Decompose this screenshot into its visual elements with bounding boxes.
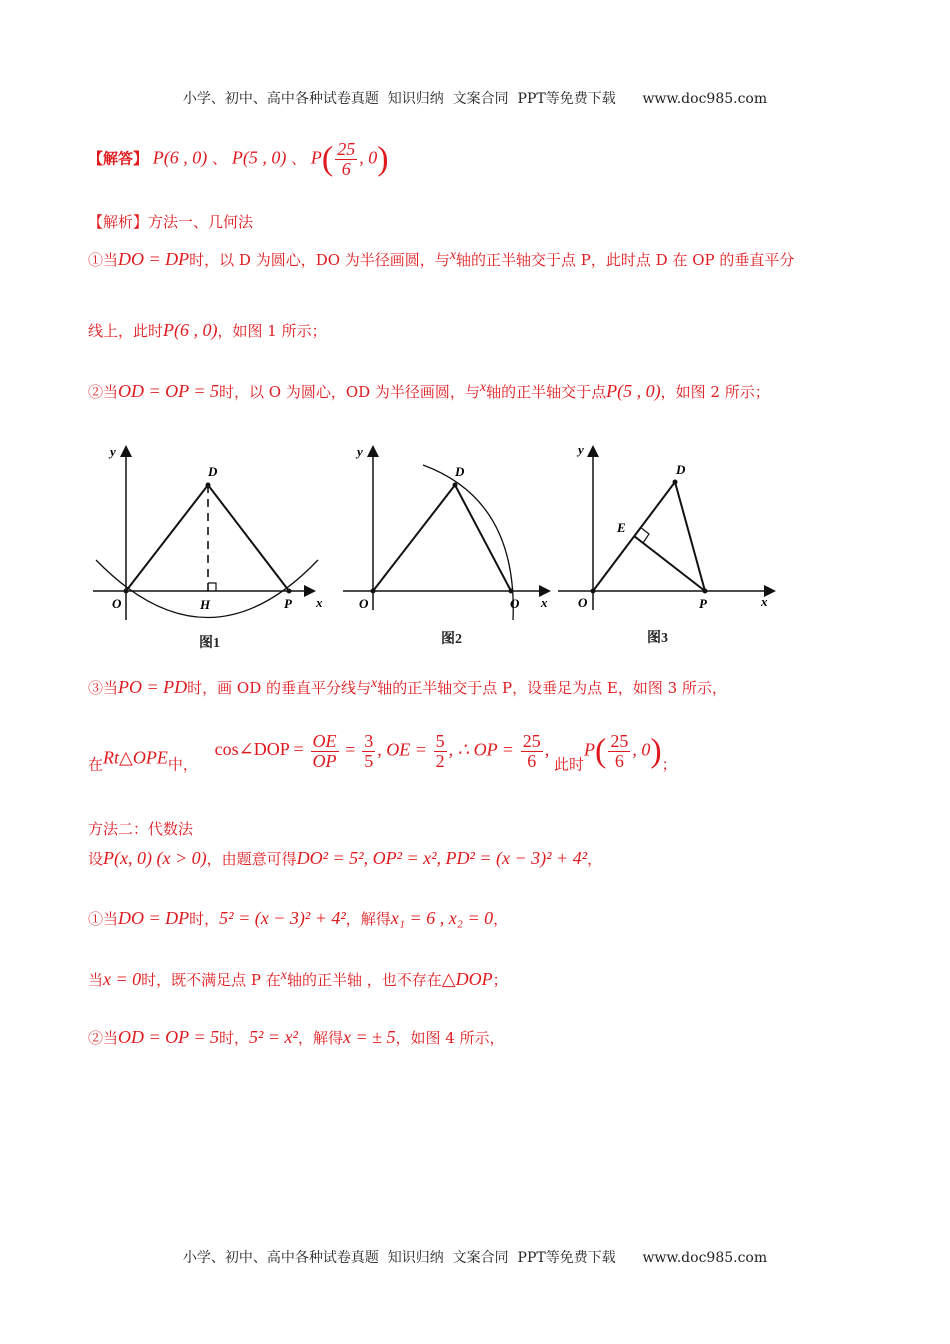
case1-equation: DO = DP — [118, 249, 190, 269]
fig3-caption: 图3 — [647, 631, 668, 646]
page-header: 小学、初中、高中各种试卷真题 知识归纳 文案合同 PPT等免费下载 www.doc985.com — [182, 91, 768, 107]
fig3-P-label: P — [699, 596, 707, 611]
fig2-x-label: x — [541, 595, 548, 610]
fig1-O-label: O — [112, 596, 122, 611]
fig3-x-label: x — [761, 594, 768, 609]
answer-point-3-y: , 0 — [359, 147, 378, 168]
fig3-D-label: D — [676, 462, 686, 477]
figures — [88, 430, 848, 655]
case3-cos: cos∠DOP = — [214, 739, 304, 760]
method1-title: 方法一、几何法 — [148, 213, 254, 231]
method2-case2: ②当OD = OP = 5时，5² = x²，解得x = ± 5，如图 4 所示， — [88, 1027, 505, 1047]
answer-point-1: P(6 , 0) — [152, 147, 208, 168]
answer-sep-1: 、 — [212, 149, 228, 168]
fig1-D-label: D — [208, 464, 218, 479]
fig1-x-label: x — [316, 595, 323, 610]
answer-sep-2: 、 — [291, 149, 307, 168]
fig1-P-label: P — [284, 596, 292, 611]
case2-point: P(5 , 0) — [606, 381, 661, 401]
figure-1 — [93, 444, 323, 620]
analysis-label: 【解析】 — [88, 213, 149, 231]
case3-triangle: Rt△OPE — [103, 747, 168, 768]
method2-case1-note: 当x = 0时，既不满足点 P 在x轴的正半轴 ，也不存在△DOP； — [88, 968, 508, 989]
figure-3 — [558, 442, 773, 611]
case3-line1: ③当PO = PD时，画 OD 的垂直平分线与x轴的正半轴交于点 P，设垂足为点 E，如图 3 所示， — [88, 676, 727, 697]
case3-line2: 在Rt△OPE中， cos∠DOP = $\frac{OE}{OP}$ = $\frac{3}{5}$ , OE = $\frac{5}{2}$ , ∴ OP = $\frac{25}{6}$ , 此时P( $\frac{25}{6}$ , 0)； — [88, 731, 677, 774]
answer-point-3-name: P — [310, 147, 322, 168]
answer-point-2: P(5 , 0) — [231, 147, 287, 168]
fig2-D-label: D — [455, 464, 465, 479]
fig3-E-label: E — [617, 520, 626, 535]
case3-equation: PO = PD — [118, 677, 188, 697]
page-footer: 小学、初中、高中各种试卷真题 知识归纳 文案合同 PPT等免费下载 www.doc985.com — [182, 1250, 768, 1266]
fig1-y-label: y — [110, 444, 116, 459]
case2-equation: OD = OP = 5 — [118, 381, 219, 401]
answer-label: 【解答】 — [88, 149, 149, 168]
fig3-y-label: y — [578, 442, 584, 457]
fig1-H-label: H — [200, 597, 211, 612]
figure-2 — [343, 444, 548, 620]
fig1-caption: 图1 — [199, 636, 220, 651]
fig3-O-label: O — [578, 595, 588, 610]
fig2-O-label: O — [359, 596, 369, 611]
fig2-O2-label: O — [510, 596, 520, 611]
method2-setup: 设P(x, 0) (x > 0)，由题意可得DO² = 5², OP² = x², PD² = (x − 3)² + 4²， — [88, 848, 603, 868]
answer-line: 【解答】 P(6 , 0) 、 P(5 , 0) 、 P( $\frac{25}{6}$ , 0) — [88, 139, 389, 179]
case1-line2: 线上，此时P(6 , 0)，如图 1 所示； — [88, 320, 327, 340]
case2-line: ②当OD = OP = 5时，以 O 为圆心，OD 为半径画圆，与x轴的正半轴交于点P(5 , 0)，如图 2 所示； — [88, 380, 770, 401]
analysis-heading — [88, 211, 253, 232]
method2-case1: ①当DO = DP时，5² = (x − 3)² + 4²，解得x₁ = 6 , x₂ = 0， — [88, 908, 509, 928]
fig2-caption: 图2 — [441, 632, 462, 647]
case1-line1: ①当DO = DP时，以 D 为圆心，DO 为半径画圆，与x轴的正半轴交于点 P，此时点 D 在 OP 的垂直平分 — [88, 248, 795, 269]
method2-title: 方法二：代数法 — [88, 820, 194, 838]
fig2-y-label: y — [357, 444, 363, 459]
answer-point-3-frac: $\frac{25}{6}$ — [337, 139, 356, 179]
case1-point: P(6 , 0) — [163, 320, 218, 340]
